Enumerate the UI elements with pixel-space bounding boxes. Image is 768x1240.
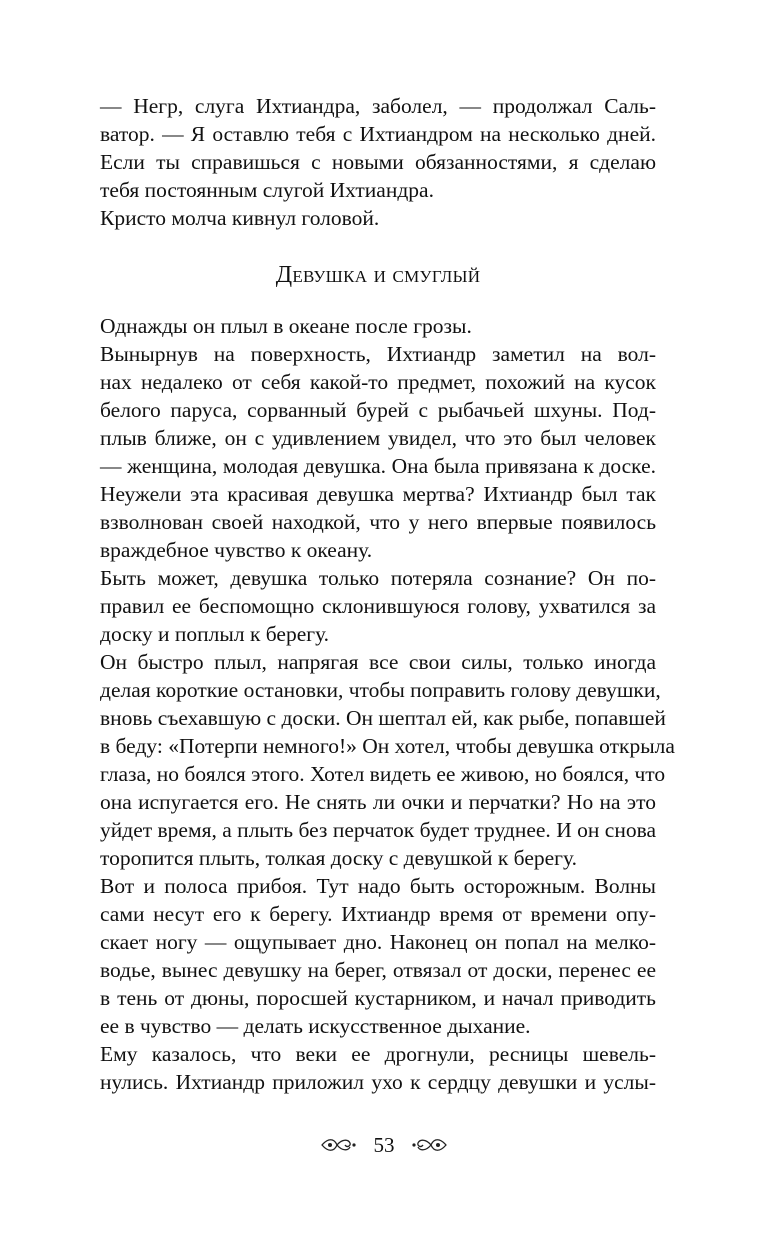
text-line: Ему казалось, что веки ее дрогнули, ресницы шевель- (100, 1042, 656, 1066)
text-line: Если ты справишься с новыми обязанностями, я сделаю (100, 150, 656, 174)
text-line: глаза, но боялся этого. Хотел видеть ее живою, но боялся, что (100, 762, 666, 786)
text-line: тебя постоянным слугой Ихтиандра. (100, 178, 434, 202)
ornament-icon (320, 1134, 358, 1156)
text-line: ватор. — Я оставлю тебя с Ихтиандром на несколько дней. (100, 122, 656, 146)
paragraph (100, 564, 656, 648)
text-line: правил ее беспомощно склонившуюся голову, ухватился за (100, 594, 656, 618)
paragraph (100, 92, 656, 204)
text-line: белого паруса, сорванный бурей с рыбачьей шхуны. Под- (100, 398, 656, 422)
text-line: Кристо молча кивнул головой. (100, 206, 380, 230)
paragraph (100, 872, 656, 1040)
text-line: водье, вынес девушку на берег, отвязал от доски, перенес ее (100, 958, 656, 982)
paragraph (100, 340, 656, 564)
text-line: она испугается его. Не снять ли очки и перчатки? Но на это (100, 790, 656, 814)
text-line: делая короткие остановки, чтобы поправить голову девушки, (100, 678, 661, 702)
text-line: Вынырнув на поверхность, Ихтиандр заметил на вол- (100, 342, 656, 366)
text-line: торопится плыть, толкая доску с девушкой к берегу. (100, 846, 577, 870)
paragraph (100, 648, 675, 872)
page-footer (0, 1128, 768, 1158)
text-line: — женщина, молодая девушка. Она была привязана к доске. (100, 454, 656, 478)
text-line: сами несут его к берегу. Ихтиандр время от времени опу- (100, 902, 656, 926)
text-line: враждебное чувство к океану. (100, 538, 373, 562)
text-line: уйдет время, а плыть без перчаток будет труднее. И он снова (100, 818, 656, 842)
text-line: Однажды он плыл в океане после грозы. (100, 314, 472, 338)
text-line: ее в чувство — делать искусственное дыхание. (100, 1014, 531, 1038)
ornament-icon (410, 1134, 448, 1156)
text-line: плыв ближе, он с удивлением увидел, что это был человек (100, 426, 656, 450)
text-line: в тень от дюны, поросшей кустарником, и начал приводить (100, 986, 656, 1010)
text-line: Вот и полоса прибоя. Тут надо быть осторожным. Волны (100, 874, 656, 898)
paragraph (100, 312, 656, 340)
text-line: в беду: «Потерпи немного!» Он хотел, чтобы девушка открыла (100, 734, 675, 758)
page-number: 53 (373, 1133, 395, 1158)
text-line: скает ногу — ощупывает дно. Наконец он попал на мелко- (100, 930, 656, 954)
text-line: Неужели эта красивая девушка мертва? Ихтиандр был так (100, 482, 656, 506)
paragraph (100, 1040, 656, 1096)
text-line: нулись. Ихтиандр приложил ухо к сердцу девушки и услы- (100, 1070, 656, 1094)
text-line: нах недалеко от себя какой-то предмет, похожий на кусок (100, 370, 656, 394)
text-line: — Негр, слуга Ихтиандра, заболел, — продолжал Саль- (100, 94, 656, 118)
text-line: Быть может, девушка только потеряла сознание? Он по- (100, 566, 656, 590)
chapter-title: Девушка и смуглый (275, 262, 481, 288)
text-line: вновь съехавшую с доски. Он шептал ей, как рыбе, попавшей (100, 706, 666, 730)
paragraph (100, 204, 656, 232)
text-line: доску и поплыл к берегу. (100, 622, 330, 646)
text-line: взволнован своей находкой, что у него впервые появилось (100, 510, 656, 534)
text-line: Он быстро плыл, напрягая все свои силы, только иногда (100, 650, 656, 674)
page-body (100, 92, 675, 1096)
